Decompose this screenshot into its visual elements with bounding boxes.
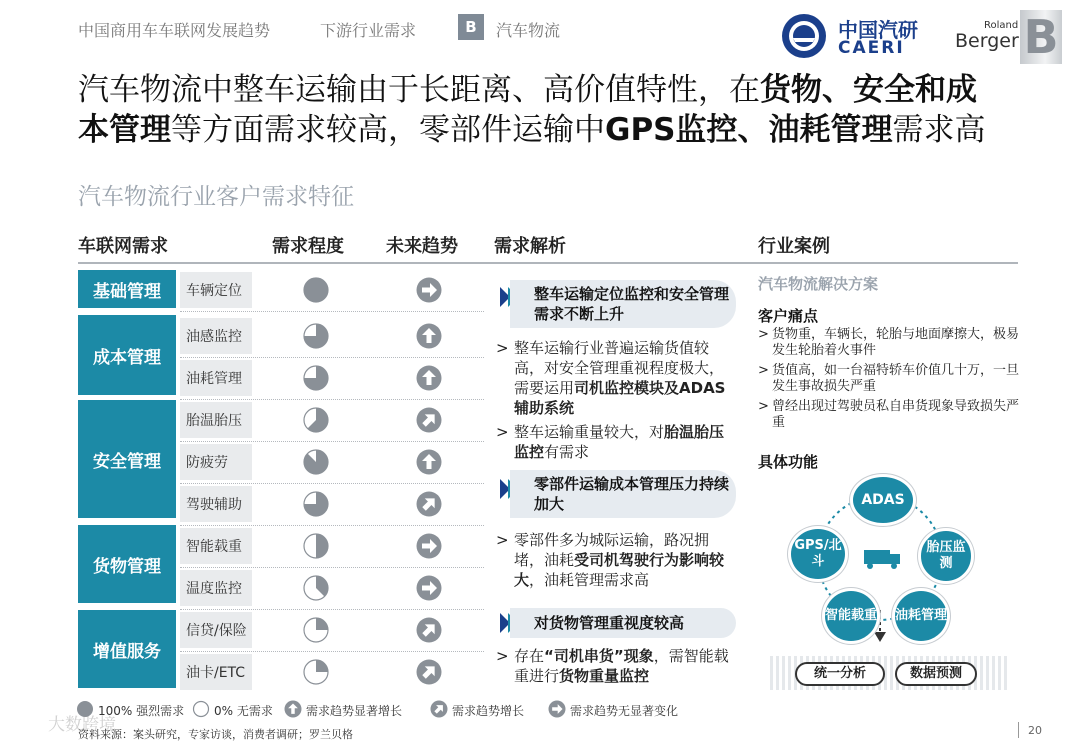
need-item-label: 防疲劳 <box>180 444 252 480</box>
category-cost: 成本管理 <box>78 315 176 395</box>
trend-up-icon <box>416 491 442 517</box>
caeri-logo-en: CAERI <box>838 38 905 58</box>
watermark: 大数跨境 <box>48 715 116 735</box>
need-item-label: 温度监控 <box>180 570 252 606</box>
row-divider <box>180 357 484 358</box>
caeri-logo-icon <box>780 12 828 60</box>
row-divider <box>180 525 484 526</box>
data-prediction-pill: 数据预测 <box>895 662 977 686</box>
demand-degree-icon <box>303 407 329 433</box>
demand-degree-icon <box>303 575 329 601</box>
legend-none-icon <box>192 700 210 718</box>
col-header-degree: 需求程度 <box>272 236 344 257</box>
pain-points-title: 客户痛点 <box>758 307 819 325</box>
breadcrumb-2: 下游行业需求 <box>320 21 417 40</box>
analysis-bullet-4: > 存在“司机串货”现象，需智能载重进行货物重量监控 <box>496 647 729 685</box>
analysis-bullet-1: > 整车运输行业普遍运输货值较高，对安全管理重视程度极大，需要运用司机监控模块及ADAS辅助系统 <box>496 339 726 417</box>
col-header-case: 行业案例 <box>758 236 830 257</box>
functions-title: 具体功能 <box>758 453 819 471</box>
demand-degree-icon <box>303 659 329 685</box>
unified-analysis-pill: 统一分析 <box>795 662 885 686</box>
analysis-heading-3: 对货物管理重视度较高 <box>510 608 736 638</box>
trend-no-change-icon <box>416 575 442 601</box>
row-divider <box>180 567 484 568</box>
demand-degree-icon <box>303 491 329 517</box>
demand-degree-icon <box>303 323 329 349</box>
legend-no-change-label: 需求趋势无显著变化 <box>570 704 679 718</box>
legend-strong-up-label: 需求趋势显著增长 <box>306 704 403 718</box>
function-smart-load: 智能载重 <box>822 588 880 644</box>
need-item-label: 智能载重 <box>180 528 252 564</box>
trend-no-change-icon <box>416 277 442 303</box>
row-divider <box>180 311 484 312</box>
demand-degree-icon <box>303 365 329 391</box>
row-divider <box>180 483 484 484</box>
trend-no-change-icon <box>416 533 442 559</box>
rb-logo-letter: B <box>1020 10 1062 64</box>
legend-no-change-icon <box>548 700 566 722</box>
pain-point-2: > 货值高，如一台福特轿车价值几十万，一旦发生事故损失严重 <box>758 363 1020 394</box>
analysis-heading-1: 整车运输定位监控和安全管理需求不断上升 <box>510 280 736 328</box>
need-item-label: 驾驶辅助 <box>180 486 252 522</box>
footer-divider <box>1018 722 1019 738</box>
col-header-analysis: 需求解析 <box>494 236 566 257</box>
demand-degree-icon <box>303 277 329 303</box>
need-item-label: 胎温胎压 <box>180 402 252 438</box>
legend-up-label: 需求趋势增长 <box>452 704 525 718</box>
page-subtitle: 汽车物流行业客户需求特征 <box>78 184 354 210</box>
section-name: 汽车物流 <box>496 21 561 40</box>
category-cargo: 货物管理 <box>78 525 176 603</box>
row-divider <box>180 441 484 442</box>
pain-point-1: > 货物重，车辆长，轮胎与地面摩擦大，极易发生轮胎着火事件 <box>758 327 1020 358</box>
row-divider <box>180 651 484 652</box>
case-title: 汽车物流解决方案 <box>758 275 879 293</box>
category-value-added: 增值服务 <box>78 610 176 688</box>
source-note: 资料来源：案头研究，专家访谈，消费者调研；罗兰贝格 <box>78 728 353 741</box>
rb-logo-small: Roland <box>984 20 1019 31</box>
legend-up-icon <box>430 700 448 722</box>
demand-degree-icon <box>303 449 329 475</box>
trend-up-icon <box>416 659 442 685</box>
col-header-need: 车联网需求 <box>78 236 168 257</box>
demand-degree-icon <box>303 617 329 643</box>
legend-none-label: 0% 无需求 <box>214 704 273 718</box>
legend-full-label: 100% 强烈需求 <box>98 704 185 718</box>
pain-point-3: > 曾经出现过驾驶员私自串货现象导致损失严重 <box>758 399 1020 430</box>
breadcrumb-1: 中国商用车车联网发展趋势 <box>78 21 271 40</box>
analysis-bullet-2: > 整车运输重量较大，对胎温胎压监控有需求 <box>496 423 725 461</box>
need-item-label: 车辆定位 <box>180 272 252 308</box>
trend-strong-up-icon <box>416 323 442 349</box>
analysis-heading-2: 零部件运输成本管理压力持续加大 <box>510 470 736 518</box>
need-item-label: 油感监控 <box>180 318 252 354</box>
section-badge: B <box>458 14 484 40</box>
row-divider <box>180 399 484 400</box>
header-divider <box>78 262 1018 264</box>
function-tire-pressure: 胎压监测 <box>918 528 974 584</box>
page-title: 汽车物流中整车运输由于长距离、高价值特性，在货物、安全和成 本管理等方面需求较高，零部件运输中GPS监控、油耗管理需求高 <box>78 72 986 148</box>
rb-logo-big: Berger <box>955 30 1019 52</box>
col-header-trend: 未来趋势 <box>386 236 458 257</box>
analysis-bullet-3: > 零部件多为城际运输，路况拥堵，油耗受司机驾驶行为影响较大，油耗管理需求高 <box>496 531 725 589</box>
need-item-label: 油卡/ETC <box>180 654 252 690</box>
trend-strong-up-icon <box>416 449 442 475</box>
legend-strong-up-icon <box>284 700 302 722</box>
trend-up-icon <box>416 617 442 643</box>
function-fuel-management: 油耗管理 <box>892 588 950 644</box>
demand-degree-icon <box>303 533 329 559</box>
function-adas: ADAS <box>850 474 916 526</box>
category-basic: 基础管理 <box>78 270 176 308</box>
trend-strong-up-icon <box>416 365 442 391</box>
category-safety: 安全管理 <box>78 400 176 518</box>
row-divider <box>180 609 484 610</box>
function-gps: GPS/北斗 <box>788 526 848 582</box>
trend-up-icon <box>416 407 442 433</box>
need-item-label: 油耗管理 <box>180 360 252 396</box>
need-item-label: 信贷/保险 <box>180 612 252 648</box>
page-number: 20 <box>1028 724 1042 737</box>
caeri-logo-cn: 中国汽研 <box>838 18 918 42</box>
